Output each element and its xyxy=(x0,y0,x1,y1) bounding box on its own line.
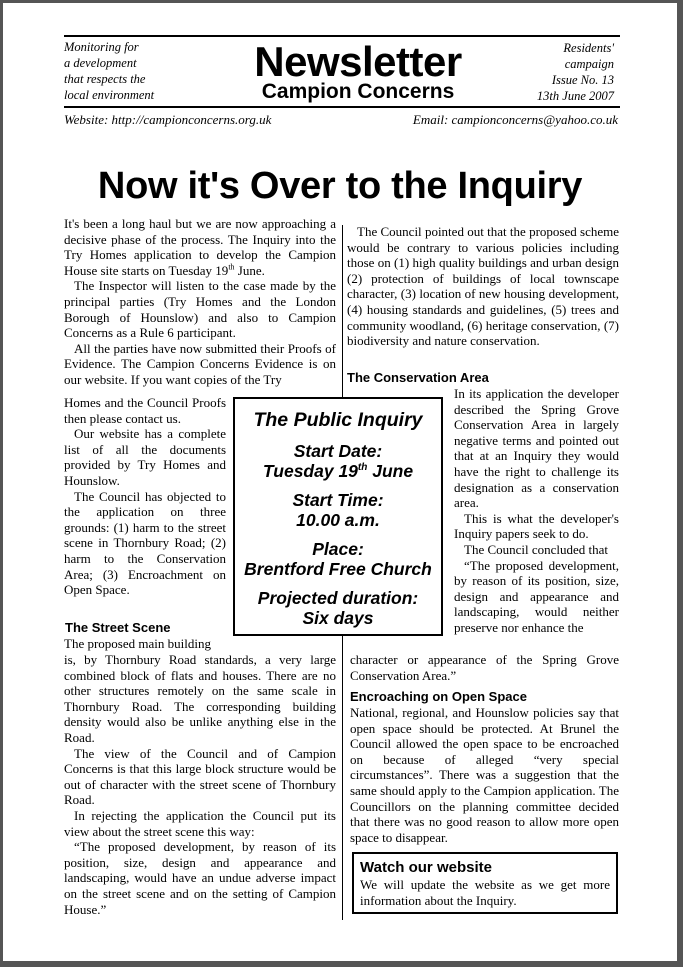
conservation-text-narrow xyxy=(454,386,619,636)
street-scene-paragraph: The proposed main building xyxy=(64,636,211,651)
intro-paragraph: Our website has a complete list of all the documents provided by Try Homes and Hounslow. xyxy=(64,426,226,488)
top-rule xyxy=(64,35,620,37)
start-time-label: Start Time: xyxy=(292,490,384,510)
start-date-value: Tuesday 19th June xyxy=(262,461,414,481)
intro-paragraph: The Council has objected to the application on three grounds: (1) harm to the street scene in Thornbury Road; (2) harm to the Conservation Area; (3) Encroachment on Open Space. xyxy=(64,488,226,598)
open-space-heading: Encroaching on Open Space xyxy=(350,689,527,704)
policies-paragraph: The Council pointed out that the proposed scheme would be contrary to various policies including those on (1) high quality buildings and urban design (2) protection of buildings of local townscape character, (3) location of new housing development, (4) housing standards and guidelines, (5) trees and community woodland, (6) heritage conservation, (7) biodiversity and nature conservation. xyxy=(347,224,619,349)
intro-paragraph: It's been a long haul but we are now approaching a decisive phase of the process. The Inquiry into the Try Homes application to develop the Campion House site starts on Tuesday 19th June. xyxy=(64,216,336,278)
tagline-line: local environment xyxy=(64,88,155,102)
start-date-group xyxy=(235,441,441,481)
issue-line: Residents' xyxy=(563,41,614,55)
masthead-title-block xyxy=(223,38,493,103)
duration-value: Six days xyxy=(302,608,374,628)
headline: Now it's Over to the Inquiry xyxy=(97,165,583,207)
watch-website-box xyxy=(352,852,618,914)
newsletter-page xyxy=(3,3,677,961)
street-scene-paragraph: The view of the Council and of Campion Concerns is that this large block structure would be out of character with the street scene of Thornbury Road. xyxy=(64,745,336,808)
tagline-line: that respects the xyxy=(64,72,146,86)
watch-website-body: We will update the website as we get more information about the Inquiry. xyxy=(360,877,610,908)
street-scene-text-wide xyxy=(64,652,336,917)
conservation-paragraph: This is what the developer's Inquiry papers seek to do. xyxy=(454,510,619,542)
issue-number: Issue No. 13 xyxy=(551,73,614,87)
inquiry-box-title: The Public Inquiry xyxy=(253,409,423,431)
place-label: Place: xyxy=(312,539,364,559)
street-scene-paragraph: In rejecting the application the Council put its view about the street scene this way: xyxy=(64,807,336,839)
start-time-group xyxy=(235,490,441,530)
duration-label: Projected duration: xyxy=(257,588,419,608)
street-scene-heading: The Street Scene xyxy=(65,620,171,635)
duration-group xyxy=(235,588,441,628)
start-date-label: Start Date: xyxy=(293,441,383,461)
intro-paragraph: The Inspector will listen to the case made by the principal parties (Try Homes and the London Borough of Hounslow) and also to Campion Concerns as a Rule 6 participant. xyxy=(64,278,336,341)
intro-paragraph: All the parties have now submitted their Proofs of Evidence. The Campion Concerns Evidence is on our website. If you want copies of the Try xyxy=(64,340,336,387)
newsletter-title: Newsletter xyxy=(254,38,462,85)
council-quote: “The proposed development, by reason of its position, size, design and appearance and landscaping, would have an undue adverse impact on the street scene and on the setting of Campion House.” xyxy=(64,839,336,917)
street-scene-paragraph: is, by Thornbury Road standards, a very large combined block of flats and houses. There are no other structures remotely on the same scale in Thornbury Road. The corresponding building density would also be unlike anything else in the Road. xyxy=(64,652,336,745)
masthead-tagline xyxy=(64,39,214,103)
issue-line: campaign xyxy=(564,57,614,71)
intro-text-wide xyxy=(64,216,336,388)
newsletter-subtitle: Campion Concerns xyxy=(261,80,455,103)
intro-text-narrow xyxy=(64,395,226,598)
policies-text xyxy=(347,224,619,349)
bottom-rule xyxy=(64,106,620,108)
email-link[interactable]: Email: campionconcerns@yahoo.co.uk xyxy=(412,112,618,127)
public-inquiry-box xyxy=(233,397,443,636)
street-scene-text-narrow xyxy=(64,636,226,652)
open-space-text xyxy=(350,705,619,845)
website-link[interactable]: Website: http://campionconcerns.org.uk xyxy=(64,112,272,127)
issue-date: 13th June 2007 xyxy=(536,89,614,103)
conservation-paragraph: The Council concluded that xyxy=(464,541,609,557)
tagline-line: Monitoring for xyxy=(64,40,139,54)
conservation-text-wide xyxy=(350,652,619,683)
place-value: Brentford Free Church xyxy=(244,559,432,579)
intro-paragraph: Homes and the Council Proofs then please contact us. xyxy=(64,395,226,426)
place-group xyxy=(235,539,441,579)
conservation-paragraph: In its application the developer described the Spring Grove Conservation Area in largely negative terms and pointed out that at an Inquiry they would have the right to challenge its designation as a conservation area. xyxy=(454,386,619,511)
conservation-heading: The Conservation Area xyxy=(347,370,489,385)
start-time-value: 10.00 a.m. xyxy=(296,510,380,530)
tagline-line: a development xyxy=(64,56,137,70)
issue-info xyxy=(464,40,614,104)
watch-website-title: Watch our website xyxy=(360,859,492,876)
conservation-quote: “The proposed development, by reason of its position, size, design and appearance and landscaping, would neither preserve nor enhance the xyxy=(454,557,619,635)
open-space-paragraph: National, regional, and Hounslow policies say that open space should be protected. At Brunel the Council allowed the open space to be encroached on because of alleged “very special circumstances”. There was a suggestion that the same should apply to the Campion application. The Councillors on the planning committee decided that there was no good reason to allow more open space to disappear. xyxy=(350,705,619,845)
conservation-quote: character or appearance of the Spring Grove Conservation Area.” xyxy=(350,652,619,683)
